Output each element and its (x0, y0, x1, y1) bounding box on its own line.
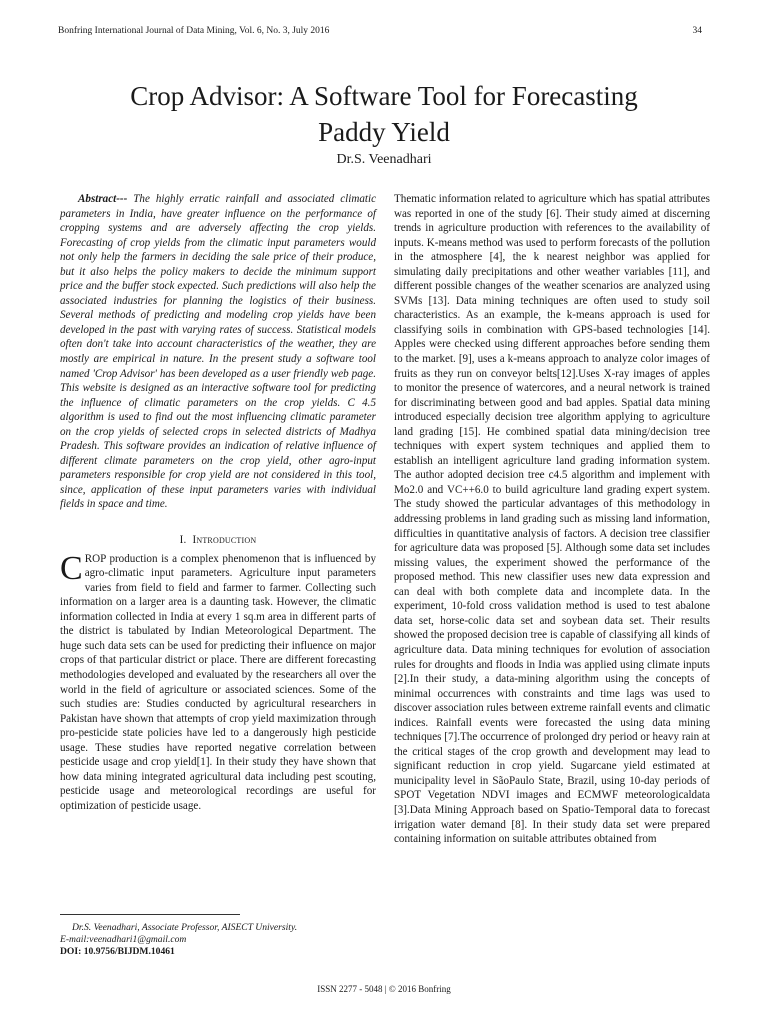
section-heading-introduction (60, 533, 376, 548)
footnote-doi: DOI: 10.9756/BIJDM.10461 (60, 946, 175, 957)
footnote (60, 922, 376, 958)
paper-title (0, 78, 768, 150)
page-footer: ISSN 2277 - 5048 | © 2016 Bonfring (317, 984, 451, 994)
running-header (58, 26, 702, 36)
footnote-author: Dr.S. Veenadhari, Associate Professor, AISECT University. (72, 922, 298, 933)
right-column (394, 192, 710, 847)
section-title: Introduction (192, 534, 257, 547)
introduction-paragraph (60, 549, 376, 814)
journal-citation: Bonfring International Journal of Data Mining, Vol. 6, No. 3, July 2016 (58, 26, 330, 36)
title-line-1: Crop Advisor: A Software Tool for Forecasting (130, 81, 638, 111)
right-column-paragraph: Thematic information related to agriculture which has spatial attributes was reported in one of the study [6]. Their study aimed at discerning trends in agriculture production with references to the availability of inputs. K-means method was used to perform forecasts of the pollution in the atmosphere [4], the k nearest neighbor was applied for simulating daily precipitations and other weather variables [11], and different possible changes of the weather scenarios are analyzed using SVMs [13]. Data mining techniques are often used to study soil characteristics. As an example, the k-means approach is used for classifying soils in combination with GPS-based technologies [14]. Apples were checked using different approaches before sending them to the market. [9], uses a k-means approach to analyze color images of fruits as they run on conveyor belts[12].Uses X-ray images of apples to monitor the presence of watercores, and a neural network is trained for discriminating between good and bad apples. Spatial data mining introduced especially decision tree algorithm applying to agriculture land grading [15]. He combined spatial data mining/decision tree techniques with expert system techniques and applied them to establish an intelligent agriculture land grading information system. The author adopted decision tree c4.5 algorithm and implement with Mo2.0 and VC++6.0 to build agriculture land grading expert system. The study showed the particular advantages of this methodology in addressing problems in land grading such as missing land information, difficulties in quantitative analysis of factors. A decision tree classifier for agriculture data was proposed [5]. Although some data set includes missing values, the experiment showed the performance of the proposed method. This new classifier uses new data expression and can deal with both complete data and incomplete data. In the experiment, 10-fold cross validation method is used to test abalone data set, horse-colic data set and soybean data set. Their results showed the proposed decision tree is capable of classifying all kinds of agriculture data. Data mining techniques for evolution of association rules for droughts and floods in India was applied using climate inputs [2].In their study, a data-mining algorithm using the concepts of minimal occurrences with constraints and time lags was used to discover association rules between extreme rainfall events and climatic indices. Rainfall events were forecasted the using data mining techniques [7].The occurrence of prolonged dry period or heavy rain at the critical stages of the crop growth and development may lead to significant reduction in crop yield. Sugarcane yield estimated at municipality level in SãoPaulo State, Brazil, using 10-day periods of SPOT Vegetation NDVI images and ECMWF meteorologicaldata [3].Data Mining Approach based on Spatio-Temporal data to forecast irrigation water demand [8]. In their study data set were prepared containing information on suitable attributes obtained from (394, 193, 710, 846)
drop-cap: C (60, 549, 83, 587)
abstract-label: Abstract--- (78, 193, 128, 205)
footnote-divider (60, 914, 240, 915)
footnote-email: E-mail:veenadhari1@gmail.com (60, 934, 187, 945)
title-line-2: Paddy Yield (318, 117, 450, 147)
abstract-text: The highly erratic rainfall and associated climatic parameters in India, have greater influence on the performance of cropping systems and are adversely affecting the crop yields. Forecasting of crop yields from the climatic input parameters would not only help the farmers in deciding the sale price of their produce, but it also helps the policy makers to decide the minimum support price and the buffer stock expected. Such predictions will also help the associated industries for planning the logistics of their business. Several methods of predicting and modeling crop yields have been developed in the past with varying rates of success. Statistical models often don't take into account characteristics of the weather, they are mostly are empirical in nature. In the present study a software tool named 'Crop Advisor' has been developed as a user friendly web page. This website is designed as an interactive software tool for predicting the influence of climatic parameters on the crop yields. C 4.5 algorithm is used to find out the most influencing climatic parameter on the crop yields of selected crops in selected districts of Madhya Pradesh. This software provides an indication of relative influence of different climate parameters on the crop yield, other agro-input parameters responsible for crop yield are not considered in this tool, since, application of these input parameters varies with individual fields in space and time. (60, 193, 376, 511)
page-number: 34 (692, 26, 702, 36)
author-name: Dr.S. Veenadhari (336, 152, 432, 167)
section-number: I. (179, 534, 187, 547)
abstract (60, 192, 376, 512)
introduction-text: ROP production is a complex phenomenon that is influenced by agro-climatic input parameters. Agriculture input parameters varies from field to field and farmer to farmer. Collecting such information on a larger area is a daunting task. However, the climatic information collected in India at every 1 sq.m area in different parts of the district is tabulated by Indian Meteorological Department. The huge such data sets can be used for predicting their influence on major crops of that particular district or place. There are different forecasting methodologies developed and evaluated by the researchers all over the world in the field of agriculture or associated sciences. Some of the such studies are: Studies conducted by agricultural researchers in Pakistan have shown that attempts of crop yield maximization through pro-pesticide state policies have led to a dangerously high pesticide usage. These studies have reported negative correlation between pesticide usage and crop yield[1]. In their study they have shown that how data mining integrated agricultural data including pest scouting, pesticide usage and meteorological recordings are useful for optimization of pesticide usage. (60, 552, 376, 812)
left-column (60, 192, 376, 813)
